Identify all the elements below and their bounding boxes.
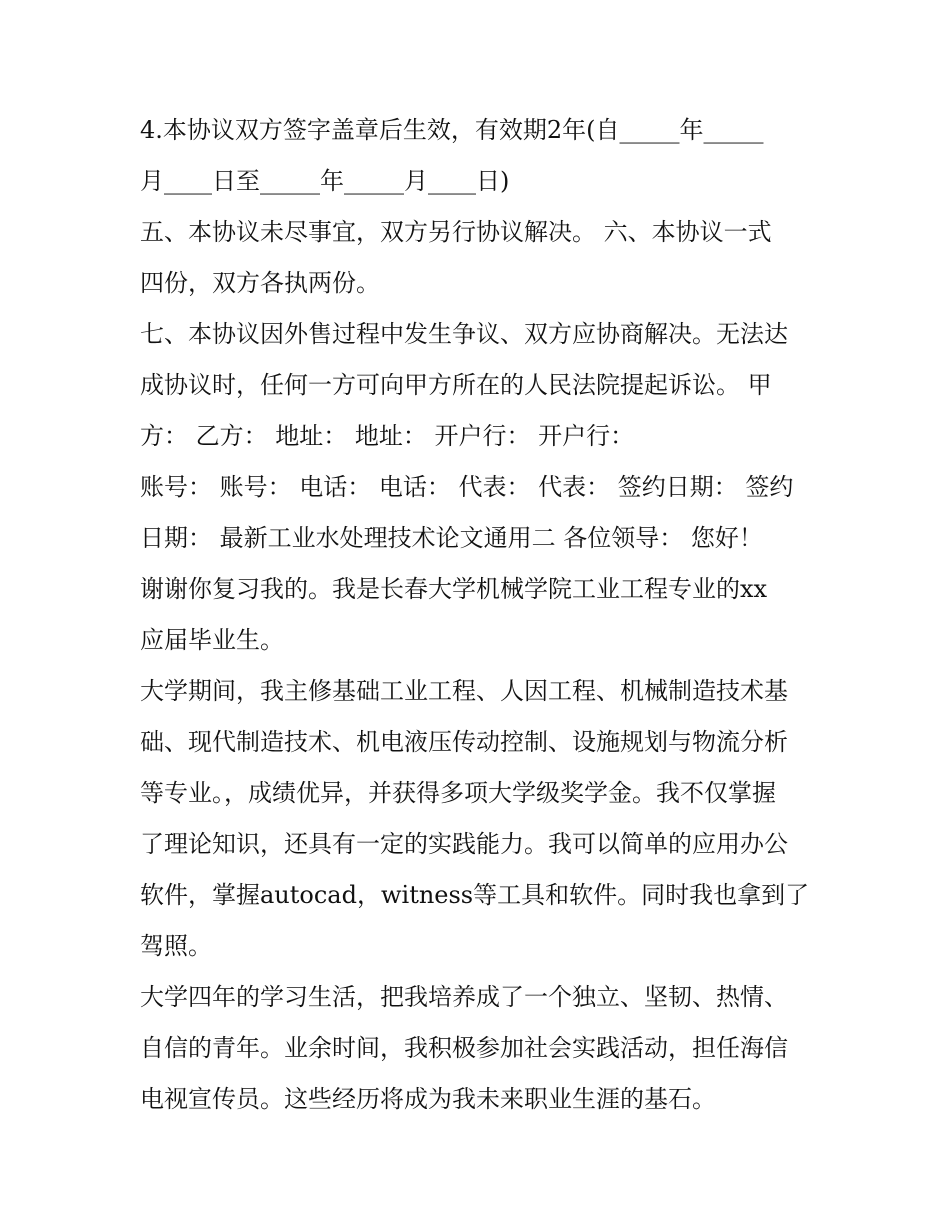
text-line: 应届毕业生。: [140, 626, 284, 654]
text-line: 自信的青年。业余时间，我积极参加社会实践活动，担任海信: [140, 1034, 788, 1062]
text-line: 账号： 账号： 电话： 电话： 代表： 代表： 签约日期： 签约: [140, 473, 794, 501]
text-line: 驾照。: [140, 932, 212, 960]
text-line: 软件，掌握autocad，witness等工具和软件。同时我也拿到了: [140, 881, 810, 909]
text-line: 大学四年的学习生活，把我培养成了一个独立、坚韧、热情、: [140, 983, 788, 1011]
text-line: 大学期间，我主修基础工业工程、人因工程、机械制造技术基: [140, 677, 788, 705]
text-line: 月____日至_____年_____月____日): [140, 167, 510, 195]
text-line: 方： 乙方： 地址： 地址： 开户行： 开户行：: [140, 422, 635, 450]
document-body: [140, 108, 820, 1128]
text-line: 等专业。，成绩优异，并获得多项大学级奖学金。我不仅掌握: [140, 779, 776, 807]
text-line: 七、本协议因外售过程中发生争议、双方应协商解决。无法达: [140, 320, 788, 348]
text-line: 电视宣传员。这些经历将成为我未来职业生涯的基石。: [140, 1085, 716, 1113]
text-line: 日期： 最新工业水处理技术论文通用二 各位领导： 您好！: [140, 524, 763, 552]
text-line: 础、现代制造技术、机电液压传动控制、设施规划与物流分析: [140, 728, 788, 756]
text-line: 成协议时，任何一方可向甲方所在的人民法院提起诉讼。 甲: [140, 371, 772, 399]
text-line: 了理论知识，还具有一定的实践能力。我可以简单的应用办公: [140, 830, 788, 858]
text-line: 五、本协议未尽事宜，双方另行协议解决。 六、本协议一式: [140, 218, 772, 246]
text-line: 四份，双方各执两份。: [140, 269, 380, 297]
text-line: 谢谢你复习我的。我是长春大学机械学院工业工程专业的xx: [140, 575, 768, 603]
text-line: 4.本协议双方签字盖章后生效，有效期2年(自_____年_____: [140, 116, 764, 144]
